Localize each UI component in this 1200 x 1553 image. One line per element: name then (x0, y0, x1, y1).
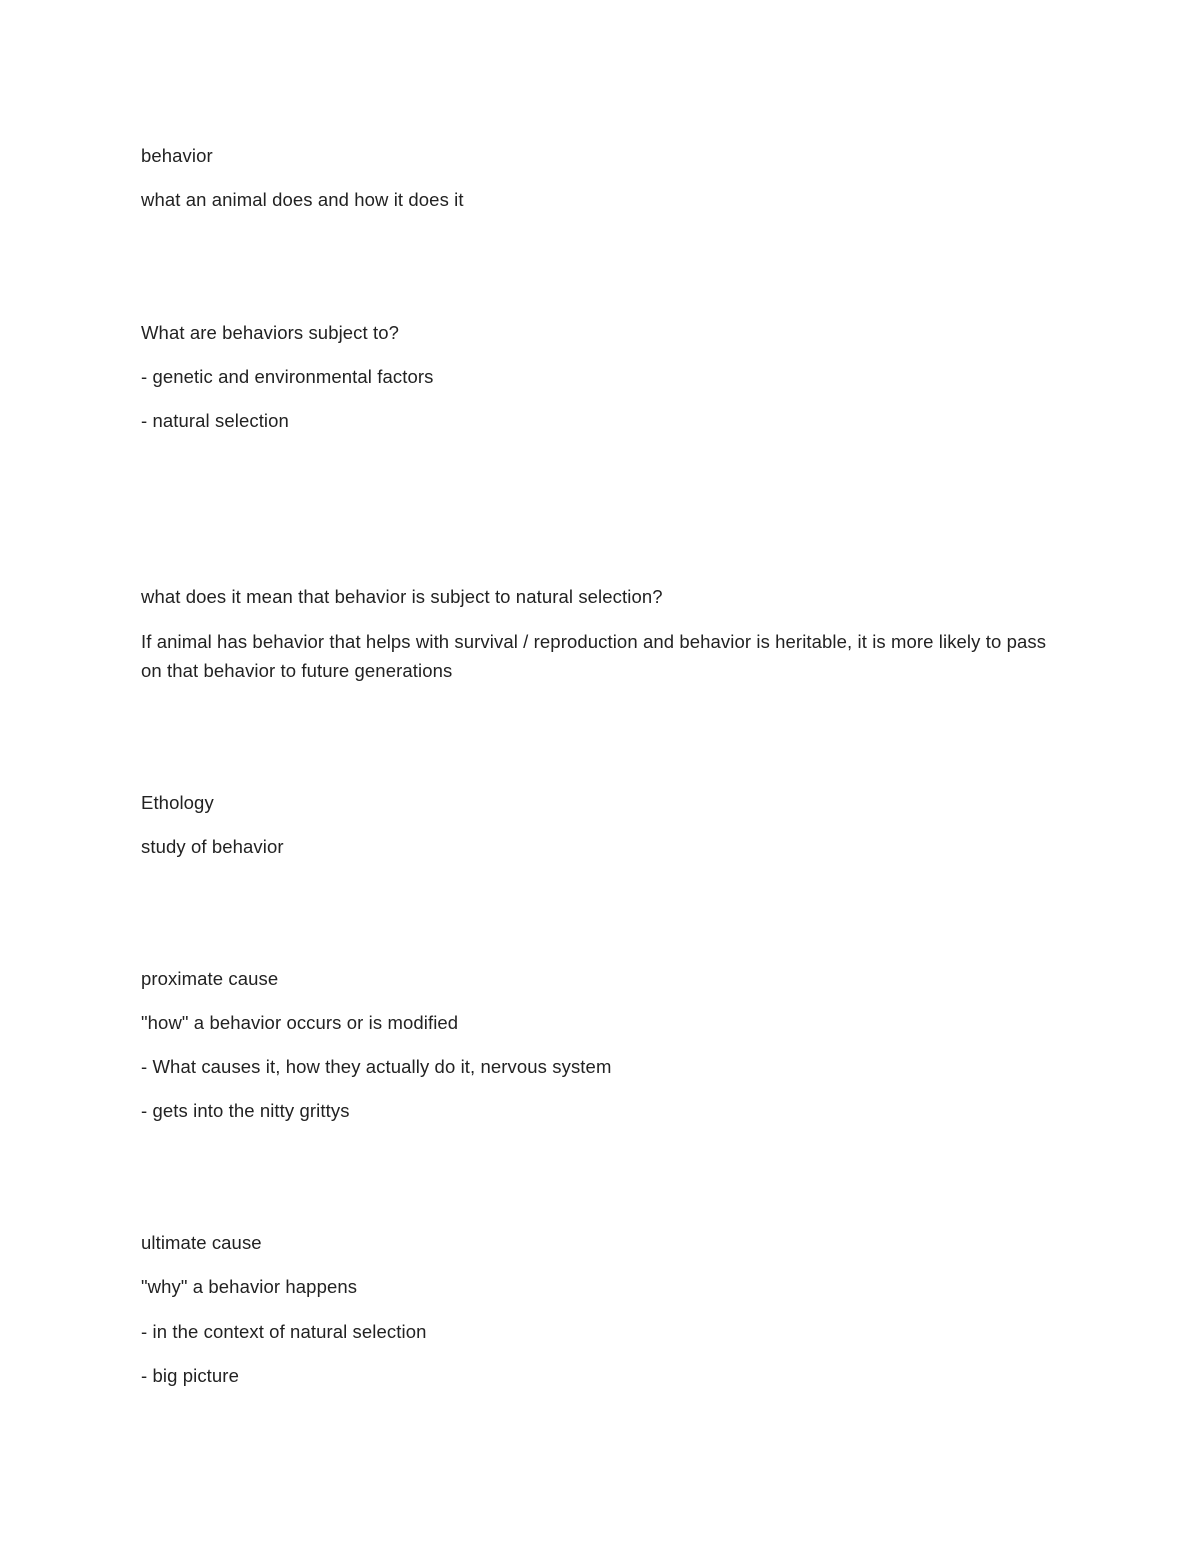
term-proximate-cause: proximate cause (141, 968, 279, 989)
detail-line: - big picture (141, 1365, 239, 1386)
question-natural-selection: what does it mean that behavior is subject to natural selection? (141, 586, 663, 607)
definition-ethology: study of behavior (141, 836, 284, 857)
definition-behavior: what an animal does and how it does it (141, 189, 464, 210)
detail-line: - gets into the nitty grittys (141, 1100, 350, 1121)
detail-line: - in the context of natural selection (141, 1321, 427, 1342)
term-ethology: Ethology (141, 792, 214, 813)
detail-line: - What causes it, how they actually do it, nervous system (141, 1056, 612, 1077)
answer-paragraph: If animal has behavior that helps with survival / reproduction and behavior is heritable, it is more likely to pass on that behavior to future generations (141, 631, 1047, 681)
term-behavior: behavior (141, 145, 213, 166)
definition-proximate-cause: "how" a behavior occurs or is modified (141, 1012, 459, 1033)
definition-ultimate-cause: "why" a behavior happens (141, 1276, 358, 1297)
answer-line: - natural selection (141, 410, 289, 431)
question-behaviors-subject-to: What are behaviors subject to? (141, 322, 400, 343)
term-ultimate-cause: ultimate cause (141, 1232, 262, 1253)
answer-line: - genetic and environmental factors (141, 366, 434, 387)
